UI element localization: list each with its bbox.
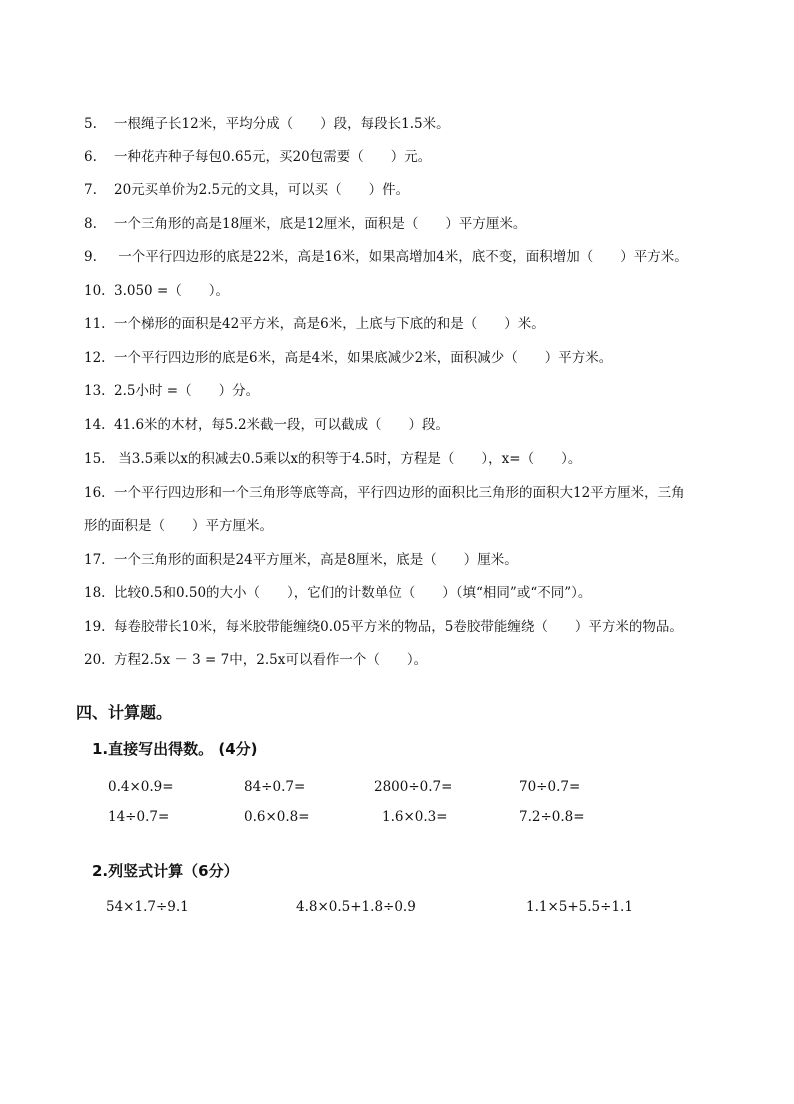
question-11 xyxy=(84,315,545,333)
question-13 xyxy=(84,382,259,400)
question-9 xyxy=(84,248,688,266)
question-text: 当3.5乘以x的积减去0.5乘以x的积等于4.5时，方程是（ ），x=（ ）。 xyxy=(114,451,582,467)
oral-calc-item: 7.2÷0.8= xyxy=(519,809,585,825)
question-text: 方程2.5x － 3 = 7中，2.5x可以看作一个（ ）。 xyxy=(114,652,428,668)
question-text: 一种花卉种子每包0.65元，买20包需要（ ）元。 xyxy=(114,149,432,165)
question-number: 19. xyxy=(84,619,106,635)
question-text: 一个三角形的面积是24平方厘米，高是8厘米，底是（ ）厘米。 xyxy=(114,552,518,568)
question-18 xyxy=(84,584,591,602)
question-text: 一个梯形的面积是42平方米，高是6米，上底与下底的和是（ ）米。 xyxy=(114,316,545,332)
part1-title: 1.直接写出得数。 (4分) xyxy=(92,740,258,758)
oral-calc-item: 0.4×0.9= xyxy=(108,779,174,795)
question-number: 17. xyxy=(84,552,106,568)
question-text: 每卷胶带长10米，每米胶带能缠绕0.05平方米的物品，5卷胶带能缠绕（ ）平方米的物品。 xyxy=(114,619,683,635)
question-10 xyxy=(84,282,229,300)
question-15 xyxy=(84,450,581,468)
part2-title: 2.列竖式计算（6分） xyxy=(92,862,239,880)
question-17 xyxy=(84,551,518,569)
section-title: 四、计算题。 xyxy=(76,703,173,722)
question-16-continued xyxy=(84,517,273,535)
question-text: 41.6米的木材，每5.2米截一段，可以截成（ ）段。 xyxy=(114,417,450,433)
question-number: 15. xyxy=(84,451,106,467)
question-text: 3.050 =（ ）。 xyxy=(114,283,230,299)
question-text: 比较0.5和0.50的大小（ ），它们的计数单位（ ）（填“相同”或“不同”）。 xyxy=(114,585,592,601)
question-8 xyxy=(84,215,526,233)
question-7 xyxy=(84,181,409,199)
question-number: 8. xyxy=(84,216,97,232)
oral-calc-item: 70÷0.7= xyxy=(519,779,581,795)
question-number: 18. xyxy=(84,585,106,601)
question-text: 一根绳子长12米，平均分成（ ）段，每段长1.5米。 xyxy=(114,116,450,132)
question-number: 5. xyxy=(84,116,97,132)
question-19 xyxy=(84,618,683,636)
question-text: 一个平行四边形的底是22米，高是16米，如果高增加4米，底不变，面积增加（ ）平方米。 xyxy=(114,249,688,265)
question-number: 10. xyxy=(84,283,106,299)
vertical-calc-item: 54×1.7÷9.1 xyxy=(106,899,189,915)
question-20 xyxy=(84,651,427,669)
vertical-calc-item: 1.1×5+5.5÷1.1 xyxy=(526,899,633,915)
question-number: 11. xyxy=(84,316,106,332)
question-number: 13. xyxy=(84,383,106,399)
question-number: 7. xyxy=(84,182,97,198)
question-text: 2.5小时 =（ ）分。 xyxy=(114,383,260,399)
oral-calc-item: 14÷0.7= xyxy=(108,809,170,825)
question-number: 20. xyxy=(84,652,106,668)
question-text: 一个平行四边形和一个三角形等底等高，平行四边形的面积比三角形的面积大12平方厘米，三角 xyxy=(114,485,685,501)
question-number: 12. xyxy=(84,350,106,366)
question-6 xyxy=(84,148,431,166)
question-number: 9. xyxy=(84,249,97,265)
oral-calc-item: 1.6×0.3= xyxy=(382,809,448,825)
question-number: 14. xyxy=(84,417,106,433)
oral-calc-item: 2800÷0.7= xyxy=(374,779,453,795)
question-14 xyxy=(84,416,449,434)
question-number: 6. xyxy=(84,149,97,165)
question-text: 一个三角形的高是18厘米，底是12厘米，面积是（ ）平方厘米。 xyxy=(114,216,527,232)
question-16 xyxy=(84,484,685,502)
question-text: 20元买单价为2.5元的文具，可以买（ ）件。 xyxy=(114,182,410,198)
oral-calc-item: 0.6×0.8= xyxy=(244,809,310,825)
question-12 xyxy=(84,349,612,367)
oral-calc-item: 84÷0.7= xyxy=(244,779,306,795)
question-text: 一个平行四边形的底是6米，高是4米，如果底减少2米，面积减少（ ）平方米。 xyxy=(114,350,613,366)
question-number: 16. xyxy=(84,485,106,501)
question-text: 形的面积是（ ）平方厘米。 xyxy=(84,518,273,534)
vertical-calc-item: 4.8×0.5+1.8÷0.9 xyxy=(296,899,416,915)
question-5 xyxy=(84,115,450,133)
